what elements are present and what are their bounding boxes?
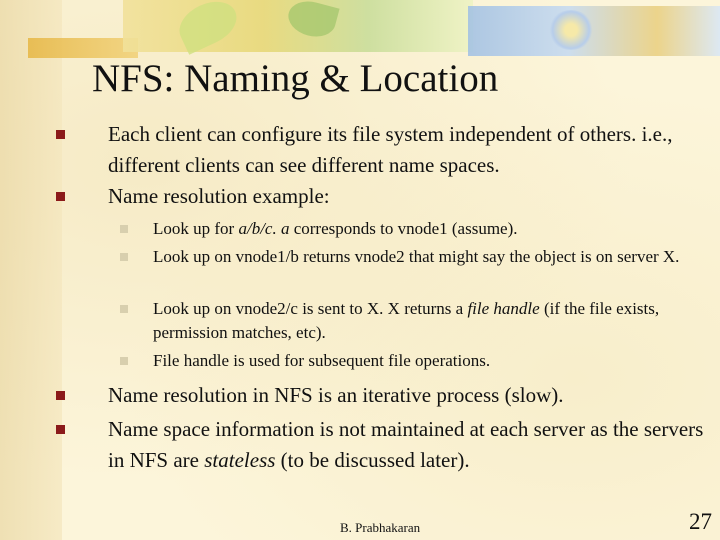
sub-bullet-text: Look up on vnode1/b returns vnode2 that might say the object is on server X. xyxy=(153,247,680,266)
square-bullet-icon xyxy=(56,130,65,139)
sub-bullet-item xyxy=(153,349,693,373)
square-bullet-icon xyxy=(120,225,128,233)
footer-author: B. Prabhakaran xyxy=(340,520,421,535)
sub-bullet-text: Look up for a/b/c. a corresponds to vnode1 (assume). xyxy=(153,219,518,238)
bullet-text: Name space information is not maintained at each server as the servers in NFS are stateless (to be discussed later). xyxy=(108,417,704,472)
sub-bullet-item xyxy=(153,297,693,345)
sub-bullet-text: File handle is used for subsequent file operations. xyxy=(153,351,491,370)
square-bullet-icon xyxy=(120,305,128,313)
page-number: 27 xyxy=(689,509,712,534)
decorative-banner xyxy=(28,0,720,58)
square-bullet-icon xyxy=(120,357,128,365)
bullet-item xyxy=(108,181,708,212)
flower-shape xyxy=(548,10,594,50)
bullet-text: Name resolution example: xyxy=(108,184,330,208)
sub-bullet-item xyxy=(153,245,693,269)
bullet-text: Each client can configure its file system independent of others. i.e., different clients can see different name spaces. xyxy=(108,122,673,177)
square-bullet-icon xyxy=(56,425,65,434)
slide-title: NFS: Naming & Location xyxy=(92,57,499,100)
bullet-text: Name resolution in NFS is an iterative process (slow). xyxy=(108,383,564,407)
left-decorative-strip xyxy=(0,0,62,540)
sub-bullet-text: Look up on vnode2/c is sent to X. X returns a file handle (if the file exists, permission matches, etc). xyxy=(153,299,660,342)
bullet-item xyxy=(108,119,708,181)
sub-bullet-item xyxy=(153,217,693,241)
banner-flower-image xyxy=(468,6,720,56)
banner-gold-band xyxy=(28,38,138,58)
bullet-item xyxy=(108,414,708,476)
square-bullet-icon xyxy=(120,253,128,261)
bullet-item xyxy=(108,380,708,411)
square-bullet-icon xyxy=(56,192,65,201)
square-bullet-icon xyxy=(56,391,65,400)
